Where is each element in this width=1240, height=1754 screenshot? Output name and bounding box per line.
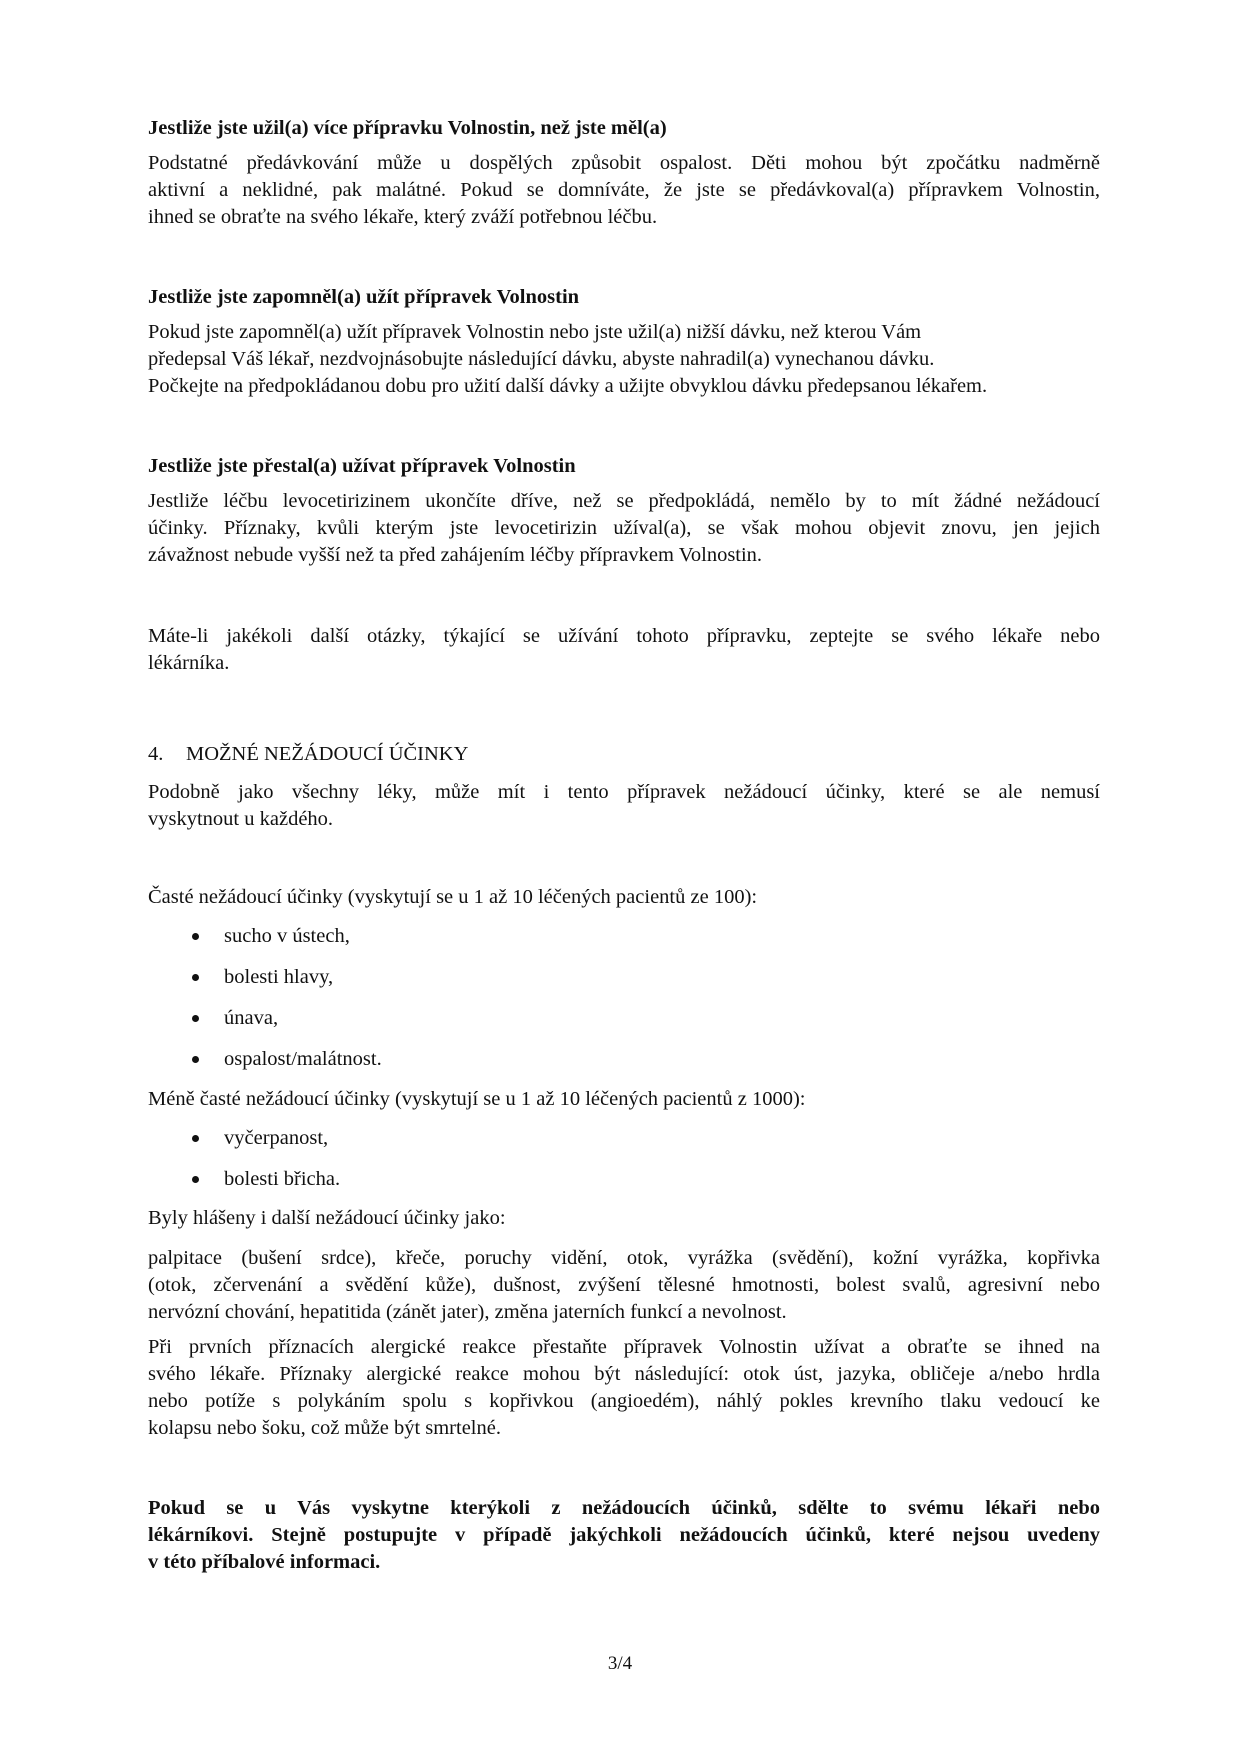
- list-item: bolesti břicha.: [148, 1166, 1048, 1207]
- list-item: ospalost/malátnost.: [148, 1046, 1048, 1087]
- paragraph-overdose: [148, 150, 1100, 231]
- paragraph-line: nebo potíže s polykáním spolu s kopřivkou (angioedém), náhlý pokles krevního tlaku vedoucí ke: [148, 1390, 1100, 1412]
- paragraph-line: Podobně jako všechny léky, může mít i tento přípravek nežádoucí účinky, které se ale nemusí: [148, 781, 1100, 803]
- paragraph-line: kolapsu nebo šoku, což může být smrtelné.: [148, 1417, 501, 1439]
- paragraph-line: vyskytnout u každého.: [148, 808, 334, 830]
- paragraph-line: lékárníka.: [148, 652, 230, 674]
- bullet-icon: [192, 1135, 199, 1142]
- heading-forgot: Jestliže jste zapomněl(a) užít přípravek Volnostin: [148, 286, 580, 308]
- paragraph-other-effects: [148, 1245, 1100, 1326]
- section-title-text: MOŽNÉ NEŽÁDOUCÍ ÚČINKY: [186, 743, 469, 765]
- paragraph-allergy: [148, 1334, 1100, 1442]
- heading-overdose: Jestliže jste užil(a) více přípravku Volnostin, než jste měl(a): [148, 117, 667, 139]
- paragraph-line: Pokud jste zapomněl(a) užít přípravek Volnostin nebo jste užil(a) nižší dávku, než kterou Vám: [148, 321, 922, 343]
- bullet-icon: [192, 974, 199, 981]
- paragraph-line: ihned se obraťte na svého lékaře, který zváží potřebnou léčbu.: [148, 206, 658, 228]
- uncommon-effects-list: [148, 1125, 1048, 1207]
- list-item: vyčerpanost,: [148, 1125, 1048, 1166]
- paragraph-stopped: [148, 488, 1100, 569]
- paragraph-line: Počkejte na předpokládanou dobu pro užití další dávky a užijte obvyklou dávku předepsanou lékařem.: [148, 375, 988, 397]
- bullet-icon: [192, 933, 199, 940]
- bullet-icon: [192, 1056, 199, 1063]
- paragraph-forgot: [148, 319, 1100, 400]
- other-effects-label: Byly hlášeny i další nežádoucí účinky jako:: [148, 1207, 506, 1229]
- paragraph-questions: [148, 623, 1100, 677]
- paragraph-line: nervózní chování, hepatitida (zánět jater), změna jaterních funkcí a nevolnost.: [148, 1301, 787, 1323]
- paragraph-line: Podstatné předávkování může u dospělých způsobit ospalost. Děti mohou být zpočátku nadměrně: [148, 152, 1100, 174]
- uncommon-effects-label: Méně časté nežádoucí účinky (vyskytují se u 1 až 10 léčených pacientů z 1000):: [148, 1088, 806, 1110]
- section-number: 4.: [148, 743, 164, 765]
- paragraph-line: palpitace (bušení srdce), křeče, poruchy vidění, otok, vyrážka (svědění), kožní vyrážka, kopřivka: [148, 1247, 1100, 1269]
- list-item: únava,: [148, 1005, 1048, 1046]
- page-number: 3/4: [607, 1653, 633, 1674]
- paragraph-line: Při prvních příznacích alergické reakce přestaňte přípravek Volnostin užívat a obraťte se ihned na: [148, 1336, 1100, 1358]
- bullet-icon: [192, 1176, 199, 1183]
- section-title: [148, 741, 468, 768]
- list-item: sucho v ústech,: [148, 923, 1048, 964]
- paragraph-line: účinky. Příznaky, kvůli kterým jste levocetirizin užíval(a), se však mohou objevit znovu, jen jejich: [148, 517, 1100, 539]
- paragraph-intro: [148, 779, 1100, 833]
- list-item: bolesti hlavy,: [148, 964, 1048, 1005]
- paragraph-line: předepsal Váš lékař, nezdvojnásobujte následující dávku, abyste nahradil(a) vynechanou dávku.: [148, 348, 935, 370]
- paragraph-line: závažnost nebude vyšší než ta před zahájením léčby přípravkem Volnostin.: [148, 544, 763, 566]
- paragraph-report: [148, 1495, 1100, 1576]
- common-effects-label: Časté nežádoucí účinky (vyskytují se u 1 až 10 léčených pacientů ze 100):: [148, 886, 758, 908]
- paragraph-line: (otok, zčervenání a svědění kůže), dušnost, zvýšení tělesné hmotnosti, bolest svalů, agresivní nebo: [148, 1274, 1100, 1296]
- paragraph-line: v této příbalové informaci.: [148, 1551, 381, 1573]
- heading-stopped: Jestliže jste přestal(a) užívat přípravek Volnostin: [148, 455, 576, 477]
- paragraph-line: Jestliže léčbu levocetirizinem ukončíte dříve, než se předpokládá, nemělo by to mít žádné nežádoucí: [148, 490, 1100, 512]
- bullet-icon: [192, 1015, 199, 1022]
- paragraph-line: aktivní a neklidné, pak malátné. Pokud se domníváte, že jste se předávkoval(a) přípravkem Volnostin,: [148, 179, 1100, 201]
- paragraph-line: svého lékaře. Příznaky alergické reakce mohou být následující: otok úst, jazyka, obličeje a/nebo hrdla: [148, 1363, 1100, 1385]
- paragraph-line: lékárníkovi. Stejně postupujte v případě jakýchkoli nežádoucích účinků, které nejsou uvedeny: [148, 1524, 1100, 1546]
- common-effects-list: [148, 923, 1048, 1087]
- paragraph-line: Máte-li jakékoli další otázky, týkající se užívání tohoto přípravku, zeptejte se svého lékaře nebo: [148, 625, 1100, 647]
- paragraph-line: Pokud se u Vás vyskytne kterýkoli z nežádoucích účinků, sdělte to svému lékaři nebo: [148, 1497, 1100, 1519]
